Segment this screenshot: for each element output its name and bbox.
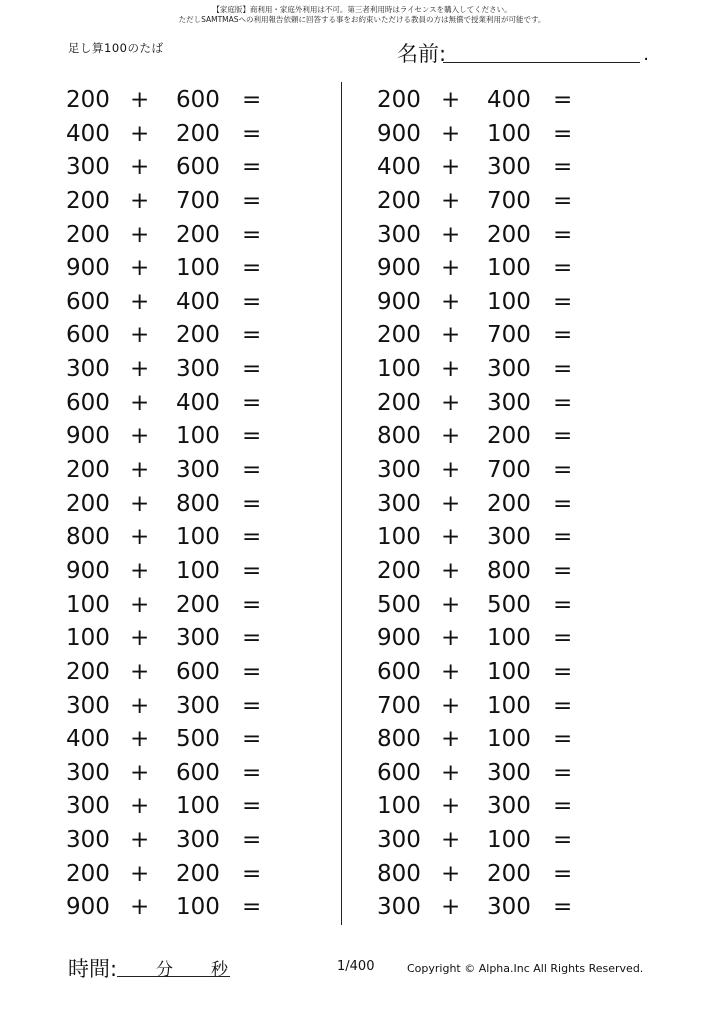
equals-sign: =	[242, 692, 262, 719]
equals-sign: =	[553, 221, 573, 248]
addend-a: 200	[377, 389, 421, 416]
addend-a: 200	[66, 87, 110, 113]
time-label: 時間:	[68, 957, 118, 981]
plus-sign: +	[130, 221, 150, 248]
plus-sign: +	[441, 423, 461, 450]
equals-sign: =	[242, 625, 262, 652]
addend-b: 200	[176, 120, 220, 147]
addend-b: 200	[487, 221, 531, 248]
addend-b: 300	[176, 692, 220, 719]
addend-b: 200	[487, 423, 531, 450]
column-divider	[341, 82, 342, 925]
license-notice	[0, 5, 724, 25]
worksheet-subtitle: 足し算100のたば	[68, 41, 164, 55]
plus-sign: +	[441, 557, 461, 584]
addend-b: 100	[487, 692, 531, 719]
equals-sign: =	[553, 827, 573, 854]
page-number: 1/400	[337, 959, 375, 974]
plus-sign: +	[441, 187, 461, 214]
addend-a: 200	[66, 658, 110, 685]
plus-sign: +	[441, 625, 461, 652]
addend-b: 200	[176, 860, 220, 887]
addend-a: 500	[377, 591, 421, 618]
name-label: 名前:	[397, 42, 447, 66]
license-notice-line-2: ただしSAMTMASへの利用報告依頼に回答する事をお約束いただける教員の方は無償で授業利用が可能です。	[178, 15, 546, 24]
plus-sign: +	[441, 322, 461, 349]
addend-a: 800	[66, 524, 110, 551]
plus-sign: +	[441, 154, 461, 181]
addend-a: 300	[377, 221, 421, 248]
plus-sign: +	[130, 87, 150, 113]
addend-a: 400	[377, 154, 421, 181]
minutes-label: 分	[156, 960, 173, 980]
plus-sign: +	[130, 625, 150, 652]
addend-a: 900	[66, 423, 110, 450]
plus-sign: +	[441, 894, 461, 921]
equals-sign: =	[242, 860, 262, 887]
equals-sign: =	[242, 490, 262, 517]
addend-b: 100	[176, 423, 220, 450]
plus-sign: +	[441, 524, 461, 551]
plus-sign: +	[130, 322, 150, 349]
equals-sign: =	[242, 457, 262, 484]
equals-sign: =	[553, 423, 573, 450]
equals-sign: =	[242, 154, 262, 181]
addend-a: 900	[377, 288, 421, 315]
equals-sign: =	[242, 591, 262, 618]
plus-sign: +	[441, 389, 461, 416]
addend-b: 800	[176, 490, 220, 517]
addend-a: 800	[377, 726, 421, 753]
plus-sign: +	[441, 255, 461, 282]
plus-sign: +	[441, 827, 461, 854]
copyright: Copyright © Alpha.Inc All Rights Reserved.	[407, 962, 644, 975]
plus-sign: +	[130, 154, 150, 181]
addend-b: 300	[487, 524, 531, 551]
plus-sign: +	[441, 490, 461, 517]
addend-b: 100	[487, 726, 531, 753]
addend-a: 200	[66, 490, 110, 517]
addend-a: 600	[377, 658, 421, 685]
addend-a: 200	[377, 322, 421, 349]
plus-sign: +	[130, 423, 150, 450]
addend-a: 600	[66, 322, 110, 349]
equals-sign: =	[553, 557, 573, 584]
plus-sign: +	[130, 120, 150, 147]
addend-a: 400	[66, 726, 110, 753]
addend-b: 200	[176, 322, 220, 349]
equals-sign: =	[242, 557, 262, 584]
equals-sign: =	[553, 389, 573, 416]
addend-b: 500	[176, 726, 220, 753]
addend-b: 100	[176, 524, 220, 551]
equals-sign: =	[553, 356, 573, 383]
addend-a: 400	[66, 120, 110, 147]
equals-sign: =	[242, 221, 262, 248]
plus-sign: +	[130, 793, 150, 820]
addend-b: 300	[176, 625, 220, 652]
addend-b: 700	[487, 457, 531, 484]
plus-sign: +	[441, 288, 461, 315]
addend-b: 600	[176, 154, 220, 181]
addend-a: 100	[377, 524, 421, 551]
addend-a: 100	[66, 591, 110, 618]
addend-a: 900	[377, 120, 421, 147]
license-notice-line-1: 【家庭版】商利用・家庭外利用は不可。第三者利用時はライセンスを購入してください。	[212, 5, 512, 14]
addend-a: 200	[377, 557, 421, 584]
name-underline	[443, 62, 640, 63]
addend-a: 200	[66, 860, 110, 887]
equals-sign: =	[553, 187, 573, 214]
plus-sign: +	[130, 860, 150, 887]
equals-sign: =	[242, 87, 262, 113]
plus-sign: +	[130, 255, 150, 282]
plus-sign: +	[130, 288, 150, 315]
addend-a: 900	[66, 894, 110, 921]
addend-b: 600	[176, 759, 220, 786]
equals-sign: =	[242, 423, 262, 450]
addend-b: 300	[176, 457, 220, 484]
addend-b: 100	[176, 894, 220, 921]
addend-b: 400	[487, 87, 531, 113]
plus-sign: +	[441, 759, 461, 786]
addend-b: 300	[487, 154, 531, 181]
addend-b: 100	[487, 625, 531, 652]
plus-sign: +	[130, 591, 150, 618]
equals-sign: =	[553, 255, 573, 282]
plus-sign: +	[441, 221, 461, 248]
plus-sign: +	[130, 557, 150, 584]
plus-sign: +	[130, 759, 150, 786]
addend-b: 400	[176, 288, 220, 315]
addend-b: 100	[487, 658, 531, 685]
addend-a: 200	[66, 187, 110, 214]
equals-sign: =	[242, 120, 262, 147]
addend-b: 200	[176, 591, 220, 618]
addend-a: 200	[66, 457, 110, 484]
addend-a: 300	[66, 827, 110, 854]
addend-a: 300	[377, 827, 421, 854]
equals-sign: =	[242, 288, 262, 315]
equals-sign: =	[553, 894, 573, 921]
name-end-dot: .	[643, 44, 649, 65]
plus-sign: +	[441, 793, 461, 820]
equals-sign: =	[553, 490, 573, 517]
seconds-label: 秒	[211, 960, 228, 980]
plus-sign: +	[130, 490, 150, 517]
addend-b: 300	[487, 793, 531, 820]
equals-sign: =	[553, 120, 573, 147]
equals-sign: =	[553, 726, 573, 753]
addend-a: 200	[377, 187, 421, 214]
addend-a: 800	[377, 860, 421, 887]
addend-a: 600	[66, 389, 110, 416]
addend-a: 300	[377, 894, 421, 921]
addend-a: 900	[66, 557, 110, 584]
equals-sign: =	[242, 793, 262, 820]
plus-sign: +	[441, 726, 461, 753]
addend-a: 300	[377, 457, 421, 484]
equals-sign: =	[553, 658, 573, 685]
equals-sign: =	[242, 356, 262, 383]
addend-b: 100	[487, 120, 531, 147]
addend-a: 900	[66, 255, 110, 282]
equals-sign: =	[242, 827, 262, 854]
plus-sign: +	[441, 87, 461, 113]
plus-sign: +	[441, 860, 461, 887]
plus-sign: +	[441, 120, 461, 147]
equals-sign: =	[242, 759, 262, 786]
addend-b: 200	[176, 221, 220, 248]
addend-b: 300	[487, 356, 531, 383]
plus-sign: +	[130, 726, 150, 753]
addend-a: 100	[377, 356, 421, 383]
plus-sign: +	[130, 658, 150, 685]
equals-sign: =	[553, 759, 573, 786]
plus-sign: +	[130, 356, 150, 383]
equals-sign: =	[242, 255, 262, 282]
equals-sign: =	[553, 524, 573, 551]
equals-sign: =	[242, 322, 262, 349]
addend-b: 700	[487, 187, 531, 214]
plus-sign: +	[130, 827, 150, 854]
addend-a: 300	[66, 793, 110, 820]
addend-b: 200	[487, 860, 531, 887]
addend-b: 300	[487, 759, 531, 786]
addend-b: 500	[487, 591, 531, 618]
plus-sign: +	[441, 658, 461, 685]
equals-sign: =	[242, 389, 262, 416]
addend-b: 800	[487, 557, 531, 584]
equals-sign: =	[553, 625, 573, 652]
addend-b: 100	[487, 255, 531, 282]
plus-sign: +	[441, 591, 461, 618]
plus-sign: +	[130, 894, 150, 921]
addend-b: 100	[487, 288, 531, 315]
addend-a: 300	[66, 154, 110, 181]
addend-b: 300	[487, 894, 531, 921]
equals-sign: =	[553, 692, 573, 719]
equals-sign: =	[553, 87, 573, 113]
addend-b: 600	[176, 87, 220, 113]
addend-b: 100	[176, 255, 220, 282]
addend-b: 300	[176, 827, 220, 854]
addend-a: 200	[377, 87, 421, 113]
addend-a: 800	[377, 423, 421, 450]
addend-a: 900	[377, 625, 421, 652]
plus-sign: +	[130, 389, 150, 416]
addend-b: 300	[487, 389, 531, 416]
addend-b: 100	[176, 793, 220, 820]
addend-b: 700	[176, 187, 220, 214]
addend-b: 400	[176, 389, 220, 416]
addend-b: 300	[176, 356, 220, 383]
plus-sign: +	[130, 457, 150, 484]
plus-sign: +	[441, 457, 461, 484]
addend-a: 300	[66, 356, 110, 383]
addend-a: 300	[377, 490, 421, 517]
plus-sign: +	[441, 356, 461, 383]
equals-sign: =	[553, 322, 573, 349]
equals-sign: =	[553, 860, 573, 887]
addend-b: 700	[487, 322, 531, 349]
addend-a: 600	[377, 759, 421, 786]
addend-a: 100	[66, 625, 110, 652]
equals-sign: =	[553, 793, 573, 820]
addend-b: 100	[176, 557, 220, 584]
equals-sign: =	[553, 591, 573, 618]
addend-a: 700	[377, 692, 421, 719]
addend-b: 600	[176, 658, 220, 685]
equals-sign: =	[242, 894, 262, 921]
equals-sign: =	[553, 288, 573, 315]
name-field[interactable]	[397, 38, 649, 64]
equals-sign: =	[553, 154, 573, 181]
plus-sign: +	[130, 524, 150, 551]
equals-sign: =	[242, 658, 262, 685]
addend-b: 100	[487, 827, 531, 854]
addend-a: 300	[66, 692, 110, 719]
addend-a: 200	[66, 221, 110, 248]
plus-sign: +	[130, 692, 150, 719]
addend-b: 200	[487, 490, 531, 517]
addend-a: 600	[66, 288, 110, 315]
equals-sign: =	[553, 457, 573, 484]
addend-a: 900	[377, 255, 421, 282]
plus-sign: +	[441, 692, 461, 719]
equals-sign: =	[242, 187, 262, 214]
addend-a: 300	[66, 759, 110, 786]
addend-a: 100	[377, 793, 421, 820]
plus-sign: +	[130, 187, 150, 214]
equals-sign: =	[242, 726, 262, 753]
equals-sign: =	[242, 524, 262, 551]
